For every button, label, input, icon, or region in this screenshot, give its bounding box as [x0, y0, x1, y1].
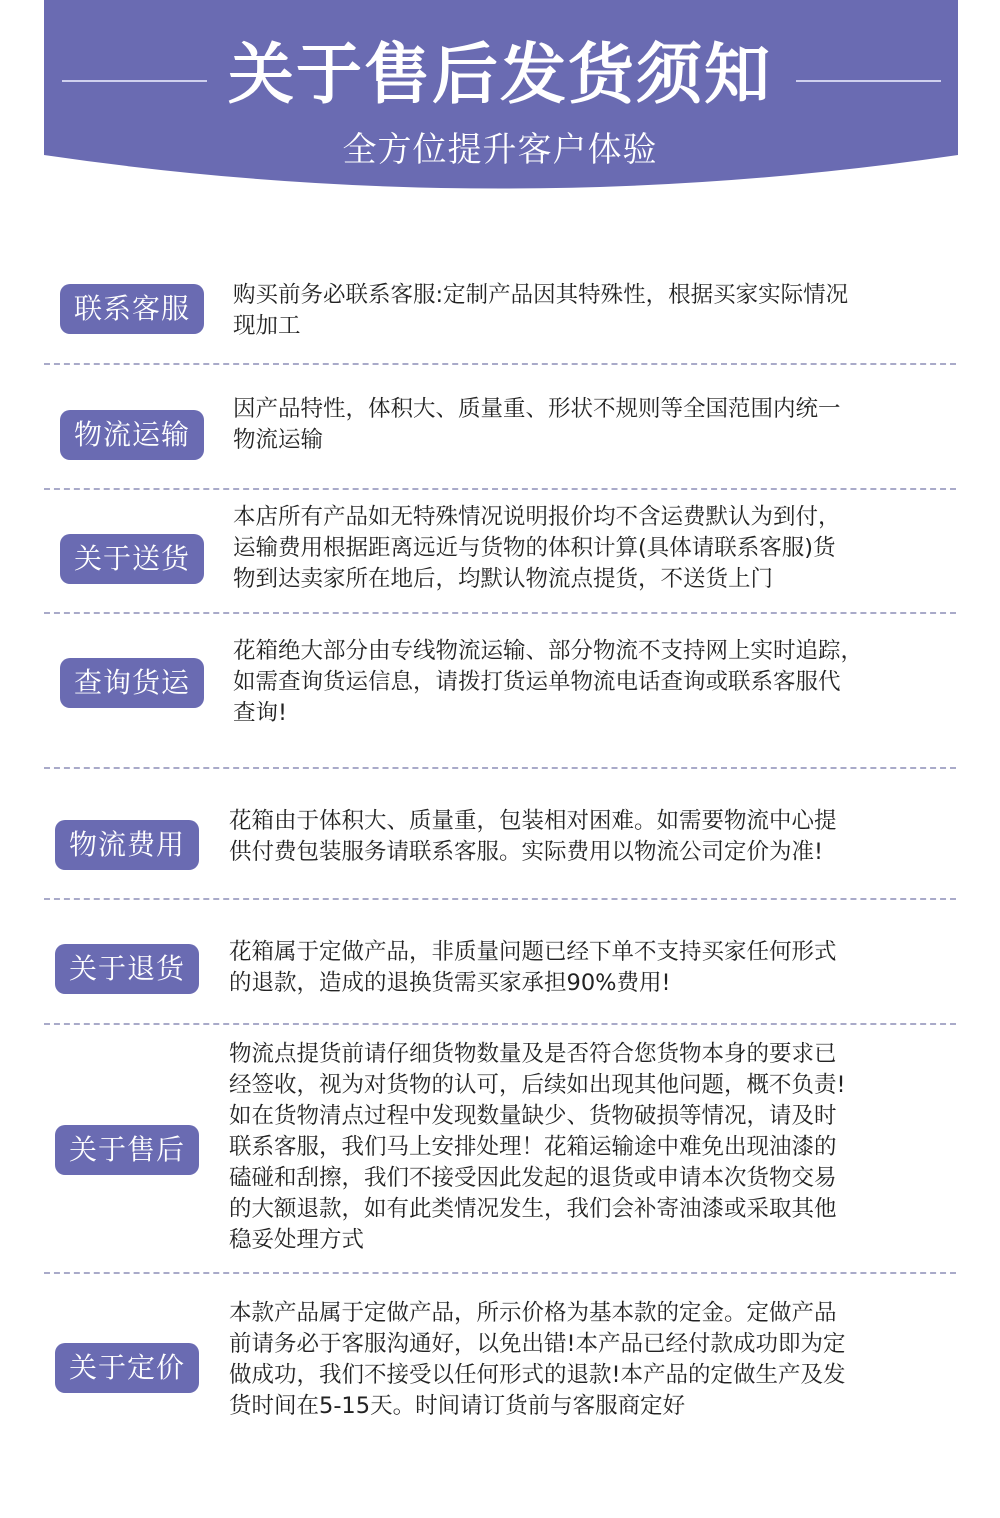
- section-text: 因产品特性，体积大、质量重、形状不规则等全国范围内统一 物流运输: [233, 396, 841, 453]
- section-label: 查询货运: [60, 658, 204, 708]
- page-subtitle: 全方位提升客户体验: [342, 130, 658, 170]
- header-banner: [0, 0, 1000, 240]
- section-label: 关于定价: [55, 1343, 199, 1393]
- section-label: 物流运输: [60, 410, 204, 460]
- section-label: 联系客服: [60, 284, 204, 334]
- section-text: 花箱属于定做产品，非质量问题已经下单不支持买家任何形式 的退款，造成的退换货需买家承担90%费用!: [229, 939, 837, 996]
- section-divider: [44, 612, 956, 614]
- section-divider: [44, 488, 956, 490]
- section-label: 物流费用: [55, 820, 199, 870]
- section-divider: [44, 1272, 956, 1274]
- page-title: 关于售后发货须知: [228, 36, 772, 113]
- section-divider: [44, 767, 956, 769]
- section-label: 关于送货: [60, 534, 204, 584]
- section-label: 关于售后: [55, 1125, 199, 1175]
- section-label: 关于退货: [55, 944, 199, 994]
- section-text: 花箱绝大部分由专线物流运输、部分物流不支持网上实时追踪， 如需查询货运信息，请拨打货运单物流电话查询或联系客服代 查询!: [233, 638, 864, 726]
- section-text: 购买前务必联系客服:定制产品因其特殊性，根据买家实际情况 现加工: [233, 282, 849, 339]
- section-divider: [44, 1023, 956, 1025]
- section-text: 物流点提货前请仔细货物数量及是否符合您货物本身的要求已 经签收，视为对货物的认可，后续如出现其他问题，概不负责! 如在货物清点过程中发现数量缺少、货物破损等情况，请及时 联系客服，我们马上安排处理！花箱运输途中难免出现油漆的 磕碰和刮擦，我们不接受因此发起的退货或申请本次货物交易 的大额退款，如有此类情况发生，我们会补寄油漆或采取其他 稳妥处理方式: [229, 1041, 846, 1253]
- section-text: 花箱由于体积大、质量重，包装相对困难。如需要物流中心提 供付费包装服务请联系客服。实际费用以物流公司定价为准!: [229, 808, 837, 865]
- section-divider: [44, 363, 956, 365]
- section-divider: [44, 898, 956, 900]
- section-text: 本款产品属于定做产品，所示价格为基本款的定金。定做产品 前请务必于客服沟通好，以免出错!本产品已经付款成功即为定 做成功，我们不接受以任何形式的退款!本产品的定做生产及发 货时间在5-15天。时间请订货前与客服商定好: [229, 1300, 846, 1419]
- section-text: 本店所有产品如无特殊情况说明报价均不含运费默认为到付， 运输费用根据距离远近与货物的体积计算(具体请联系客服)货 物到达卖家所在地后，均默认物流点提货，不送货上门: [233, 504, 841, 592]
